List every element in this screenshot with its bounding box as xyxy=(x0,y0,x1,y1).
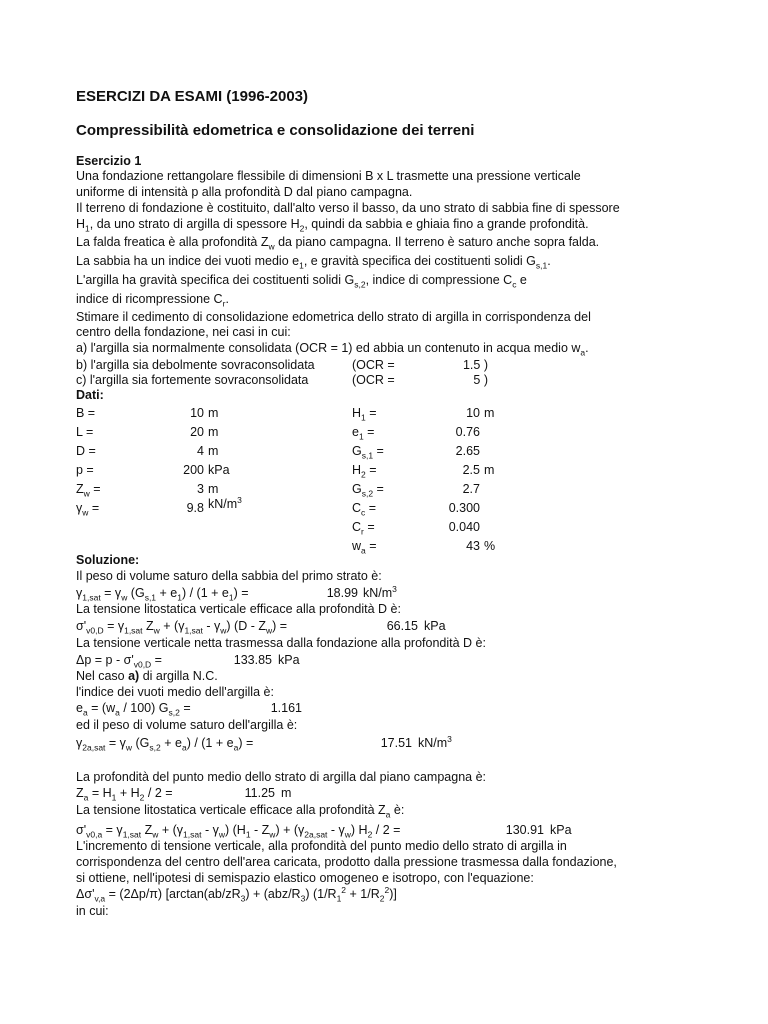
solution-line: l'indice dei vuoti medio dell'argilla è: xyxy=(76,685,274,699)
data-value: 2.5 xyxy=(462,463,480,477)
paragraph-line: uniforme di intensità p alla profondità D dal piano campagna. xyxy=(76,185,413,199)
data-unit: m xyxy=(208,406,219,420)
result-value: 18.99 xyxy=(326,586,358,600)
data-heading: Dati: xyxy=(76,388,104,402)
paragraph-line: La sabbia ha un indice dei vuoti medio $e_1$, e gravità specifica dei costituenti solidi $G_{s,1}$. xyxy=(76,254,551,271)
data-label: $Z_w$ = xyxy=(76,482,101,499)
data-value: 3 xyxy=(197,482,204,496)
equation-sigma-v0d: $\sigma'_{v0,D} = \gamma_{1,sat}$ $Z_w + (\gamma_{1,sat} - \gamma_w)$ $(D - Z_w)$ = xyxy=(76,619,288,636)
solution-line: Nel caso a) di argilla N.C. xyxy=(76,669,218,683)
data-value: 9.8 xyxy=(186,501,204,515)
data-value: 10 xyxy=(190,406,204,420)
data-value: 0.300 xyxy=(448,501,480,515)
paragraph-line: Stimare il cedimento di consolidazione edometrica dello strato di argilla in corrispondenza del xyxy=(76,310,591,324)
solution-line: si ottiene, nell'ipotesi di semispazio elastico omogeneo e isotropo, con l'equazione: xyxy=(76,871,534,885)
data-unit: % xyxy=(484,539,496,553)
result-value: 133.85 xyxy=(233,653,272,667)
case-a-line: a) l'argilla sia normalmente consolidata (OCR = 1) ed abbia un contenuto in acqua medio $w_a$. xyxy=(76,341,589,358)
paragraph-line: La falda freatica è alla profondità $Z_w$ da piano campagna. Il terreno è saturo anche sopra falda. xyxy=(76,235,600,252)
equation-za: $Z_a = H_1 + H_2 / 2$ = xyxy=(76,786,173,803)
paragraph-line: indice di ricompressione $C_r$. xyxy=(76,292,229,309)
result-value: 17.51 xyxy=(380,736,412,750)
data-label: D = xyxy=(76,444,96,458)
result-value: 1.161 xyxy=(270,701,302,715)
data-label: $C_c$ = xyxy=(352,501,377,518)
equation-gamma2asat: $\gamma_{2a,sat} = \gamma_w$ $(G_{s,2} + e_a) / (1 + e_a)$ = xyxy=(76,736,254,753)
data-label: $\gamma_w$ = xyxy=(76,501,100,518)
equation-gamma1sat: $\gamma_{1,sat} = \gamma_w$ $(G_{s,1} + e_1) / (1 + e_1)$ = xyxy=(76,586,249,603)
data-value: 0.040 xyxy=(448,520,480,534)
section-subtitle: Compressibilità edometrica e consolidazione dei terreni xyxy=(76,122,475,139)
equation-ea: $e_a = (w_a / 100) G_{s,2}$ = xyxy=(76,701,191,718)
paragraph-line: Una fondazione rettangolare flessibile di dimensioni B x L trasmette una pressione verticale xyxy=(76,169,581,183)
data-label: $H_2$ = xyxy=(352,463,377,480)
data-value: 200 xyxy=(183,463,204,477)
data-label: $C_r$ = xyxy=(352,520,375,537)
data-unit: m xyxy=(484,406,495,420)
data-label: $w_a$ = xyxy=(352,539,377,556)
solution-line: ed il peso di volume saturo dell'argilla è: xyxy=(76,718,298,732)
result-unit: kPa xyxy=(550,823,572,837)
ocr-c-label: (OCR = xyxy=(352,373,395,387)
data-label: L = xyxy=(76,425,94,439)
result-value: 11.25 xyxy=(244,786,275,800)
result-unit: $kN/m^3$ xyxy=(363,583,397,600)
solution-line: in cui: xyxy=(76,904,109,918)
data-unit: m xyxy=(484,463,495,477)
solution-line: La tensione verticale netta trasmessa dalla fondazione alla profondità D è: xyxy=(76,636,486,650)
data-unit: m xyxy=(208,444,219,458)
exercise-heading: Esercizio 1 xyxy=(76,154,142,168)
data-unit: kPa xyxy=(208,463,230,477)
ocr-b-label: (OCR = xyxy=(352,358,395,372)
result-unit: kPa xyxy=(278,653,300,667)
paragraph-line: centro della fondazione, nei casi in cui: xyxy=(76,325,291,339)
result-unit: kPa xyxy=(424,619,446,633)
solution-line: La tensione litostatica verticale efficace alla profondità D è: xyxy=(76,602,401,616)
solution-heading: Soluzione: xyxy=(76,553,140,567)
solution-line: Il peso di volume saturo della sabbia del primo strato è: xyxy=(76,569,382,583)
data-unit: m xyxy=(208,425,219,439)
data-label: $G_{s,1}$ = xyxy=(352,444,384,461)
solution-line: corrispondenza del centro dell'area caricata, prodotto dalla pressione trasmessa dalla fondazione, xyxy=(76,855,617,869)
data-label: B = xyxy=(76,406,96,420)
solution-line: L'incremento di tensione verticale, alla profondità del punto medio dello strato di argilla in xyxy=(76,839,567,853)
case-c-line: c) l'argilla sia fortemente sovraconsolidata xyxy=(76,373,309,387)
paragraph-line: L'argilla ha gravità specifica dei costituenti solidi $G_{s,2}$, indice di compressione $C_c$ e xyxy=(76,273,527,290)
data-value: 20 xyxy=(190,425,204,439)
paragraph-line: Il terreno di fondazione è costituito, dall'alto verso il basso, da uno strato di sabbia fine di spessore xyxy=(76,201,620,215)
data-label: $H_1$ = xyxy=(352,406,377,423)
solution-line: La profondità del punto medio dello strato di argilla dal piano campagna è: xyxy=(76,770,486,784)
ocr-b-value: 1.5 ) xyxy=(462,358,488,372)
solution-line: La tensione litostatica verticale efficace alla profondità $Z_a$ è: xyxy=(76,803,405,820)
case-b-line: b) l'argilla sia debolmente sovraconsolidata xyxy=(76,358,315,372)
data-value: 2.7 xyxy=(462,482,480,496)
data-value: 4 xyxy=(197,444,204,458)
data-label: $e_1$ = xyxy=(352,425,375,442)
data-label: $G_{s,2}$ = xyxy=(352,482,384,499)
data-value: 0.76 xyxy=(455,425,480,439)
ocr-c-value: 5 ) xyxy=(473,373,488,387)
page-title: ESERCIZI DA ESAMI (1996-2003) xyxy=(76,88,309,105)
data-value: 10 xyxy=(466,406,480,420)
data-value: 43 xyxy=(466,539,480,553)
result-unit: m xyxy=(281,786,292,800)
data-unit: $kN/m^3$ xyxy=(208,494,242,511)
equation-delta-sigma: $\Delta\sigma'_{v,a} = (2\Delta p/\pi) [\arctan(ab/zR_3) + (abz/R_3) (1/R_1^2 + 1/R_2^2)]$ xyxy=(76,884,397,904)
result-value: 66.15 xyxy=(386,619,418,633)
result-unit: $kN/m^3$ xyxy=(418,733,452,750)
equation-sigma-v0a: $\sigma'_{v0,a} = \gamma_{1,sat}$ $Z_w + (\gamma_{1,sat} - \gamma_w)$ $(H_1 - Z_w) + (\gamma_{2a,sat} - \gamma_w)$ $H_2 / 2$ = xyxy=(76,823,401,840)
data-unit: m xyxy=(208,482,219,496)
data-label: p = xyxy=(76,463,94,477)
paragraph-line: $H_1$, da uno strato di argilla di spessore $H_2$, quindi da sabbia e ghiaia fino a grande profondità. xyxy=(76,217,589,234)
result-value: 130.91 xyxy=(505,823,544,837)
equation-delta-p: $\Delta p = p - \sigma'_{v0,D}$ = xyxy=(76,653,162,670)
data-value: 2.65 xyxy=(455,444,480,458)
